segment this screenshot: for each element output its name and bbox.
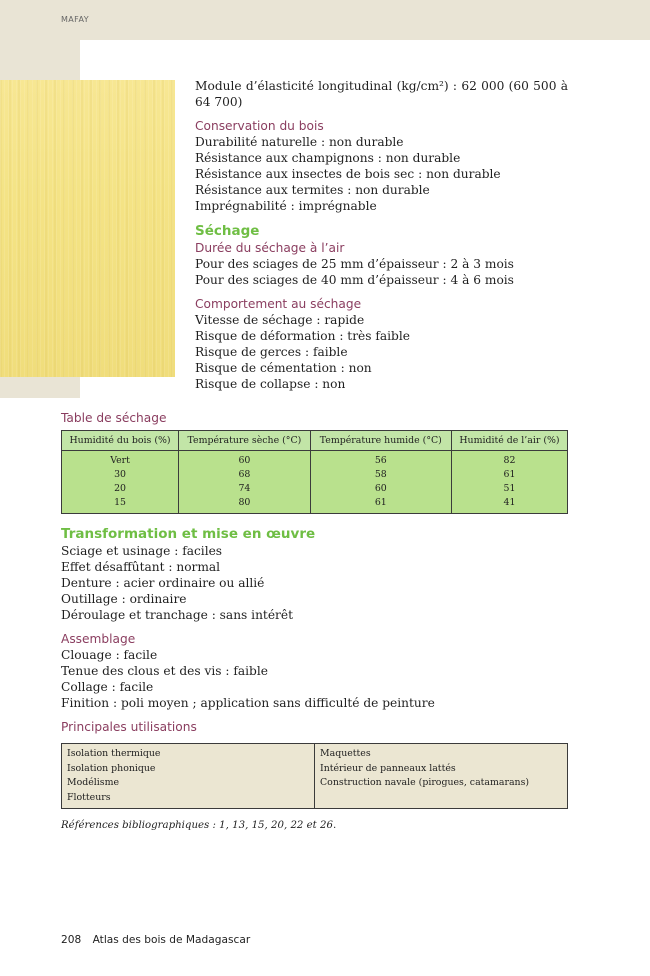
use-item: Modélisme [67, 777, 120, 788]
duree-line: Pour des sciages de 40 mm d’épaisseur : 4 à 6 mois [195, 273, 514, 287]
table-value: 80 [238, 497, 251, 508]
table-value: 60 [238, 455, 251, 466]
conservation-line: Résistance aux champignons : non durable [195, 151, 461, 165]
drying-table-header: Température sèche (°C) [179, 431, 311, 451]
transformation-line: Effet désaffûtant : normal [61, 560, 221, 574]
wood-sample-image [0, 80, 175, 377]
conservation-line: Durabilité naturelle : non durable [195, 135, 404, 149]
uses-table [61, 743, 568, 809]
sechage-title: Séchage [195, 223, 260, 239]
drying-table-header: Humidité du bois (%) [62, 431, 179, 451]
humidite-bois-cell [62, 451, 179, 514]
assemblage-line: Collage : facile [61, 680, 154, 694]
conservation-line: Résistance aux termites : non durable [195, 183, 430, 197]
use-item: Construction navale (pirogues, catamarans) [320, 777, 530, 788]
book-title: Atlas des bois de Madagascar [92, 934, 251, 946]
comportement-line: Risque de déformation : très faible [195, 329, 410, 343]
use-item: Flotteurs [67, 791, 111, 803]
temperature-seche-cell [179, 451, 311, 514]
assemblage-line: Finition : poli moyen ; application sans difficulté de peinture [61, 696, 435, 710]
transformation-line: Sciage et usinage : faciles [61, 544, 223, 558]
assemblage-line: Tenue des clous et des vis : faible [61, 664, 268, 678]
transformation-title: Transformation et mise en œuvre [61, 526, 316, 542]
table-value: 15 [114, 497, 127, 508]
table-value: 41 [503, 497, 516, 508]
humidite-air-cell [451, 451, 567, 514]
drying-table [61, 430, 568, 514]
table-value: 82 [503, 455, 516, 466]
table-value: Vert [110, 455, 130, 466]
elasticity-text: Module d’élasticité longitudinal (kg/cm²) : 62 000 (60 500 à 64 700) [195, 79, 568, 109]
uses-left-cell [62, 744, 315, 809]
use-item: Isolation thermique [67, 748, 161, 759]
temperature-humide-cell [310, 451, 451, 514]
conservation-line: Résistance aux insectes de bois sec : non durable [195, 167, 501, 181]
table-value: 58 [374, 469, 387, 480]
comportement-line: Risque de gerces : faible [195, 345, 348, 359]
table-value: 68 [238, 469, 251, 480]
transformation-section [61, 525, 568, 735]
table-value: 74 [238, 483, 251, 494]
table-value: 30 [114, 469, 127, 480]
use-item: Maquettes [320, 748, 371, 759]
table-value: 51 [503, 483, 516, 494]
table-value: 60 [374, 483, 387, 494]
duree-title: Durée du séchage à l’air [195, 241, 345, 255]
drying-table-header: Température humide (°C) [310, 431, 451, 451]
drying-table-title: Table de séchage [61, 411, 167, 425]
assemblage-title: Assemblage [61, 632, 136, 646]
page-footer [61, 934, 250, 946]
table-value: 61 [503, 469, 516, 480]
utilisations-title: Principales utilisations [61, 720, 197, 734]
table-value: 20 [114, 483, 127, 494]
table-value: 56 [374, 455, 387, 466]
table-value: 61 [374, 497, 387, 508]
transformation-line: Déroulage et tranchage : sans intérêt [61, 608, 293, 622]
page-number: 208 [61, 934, 82, 946]
comportement-title: Comportement au séchage [195, 297, 362, 311]
transformation-line: Denture : acier ordinaire ou allié [61, 576, 265, 590]
comportement-line: Risque de cémentation : non [195, 361, 372, 375]
use-item: Intérieur de panneaux lattés [320, 762, 456, 774]
header-band [0, 0, 650, 40]
comportement-line: Risque de collapse : non [195, 377, 346, 391]
bibliographic-references: Références bibliographiques : 1, 13, 15, 20, 22 et 26. [61, 820, 337, 831]
assemblage-line: Clouage : facile [61, 648, 158, 662]
running-head: MAFAY [61, 15, 89, 24]
drying-table-header: Humidité de l’air (%) [451, 431, 567, 451]
right-column [195, 78, 568, 392]
uses-right-cell [315, 744, 568, 809]
transformation-line: Outillage : ordinaire [61, 592, 187, 606]
comportement-line: Vitesse de séchage : rapide [195, 313, 365, 327]
duree-line: Pour des sciages de 25 mm d’épaisseur : 2 à 3 mois [195, 257, 514, 271]
conservation-title: Conservation du bois [195, 119, 324, 133]
conservation-line: Imprégnabilité : imprégnable [195, 199, 377, 213]
use-item: Isolation phonique [67, 762, 156, 774]
